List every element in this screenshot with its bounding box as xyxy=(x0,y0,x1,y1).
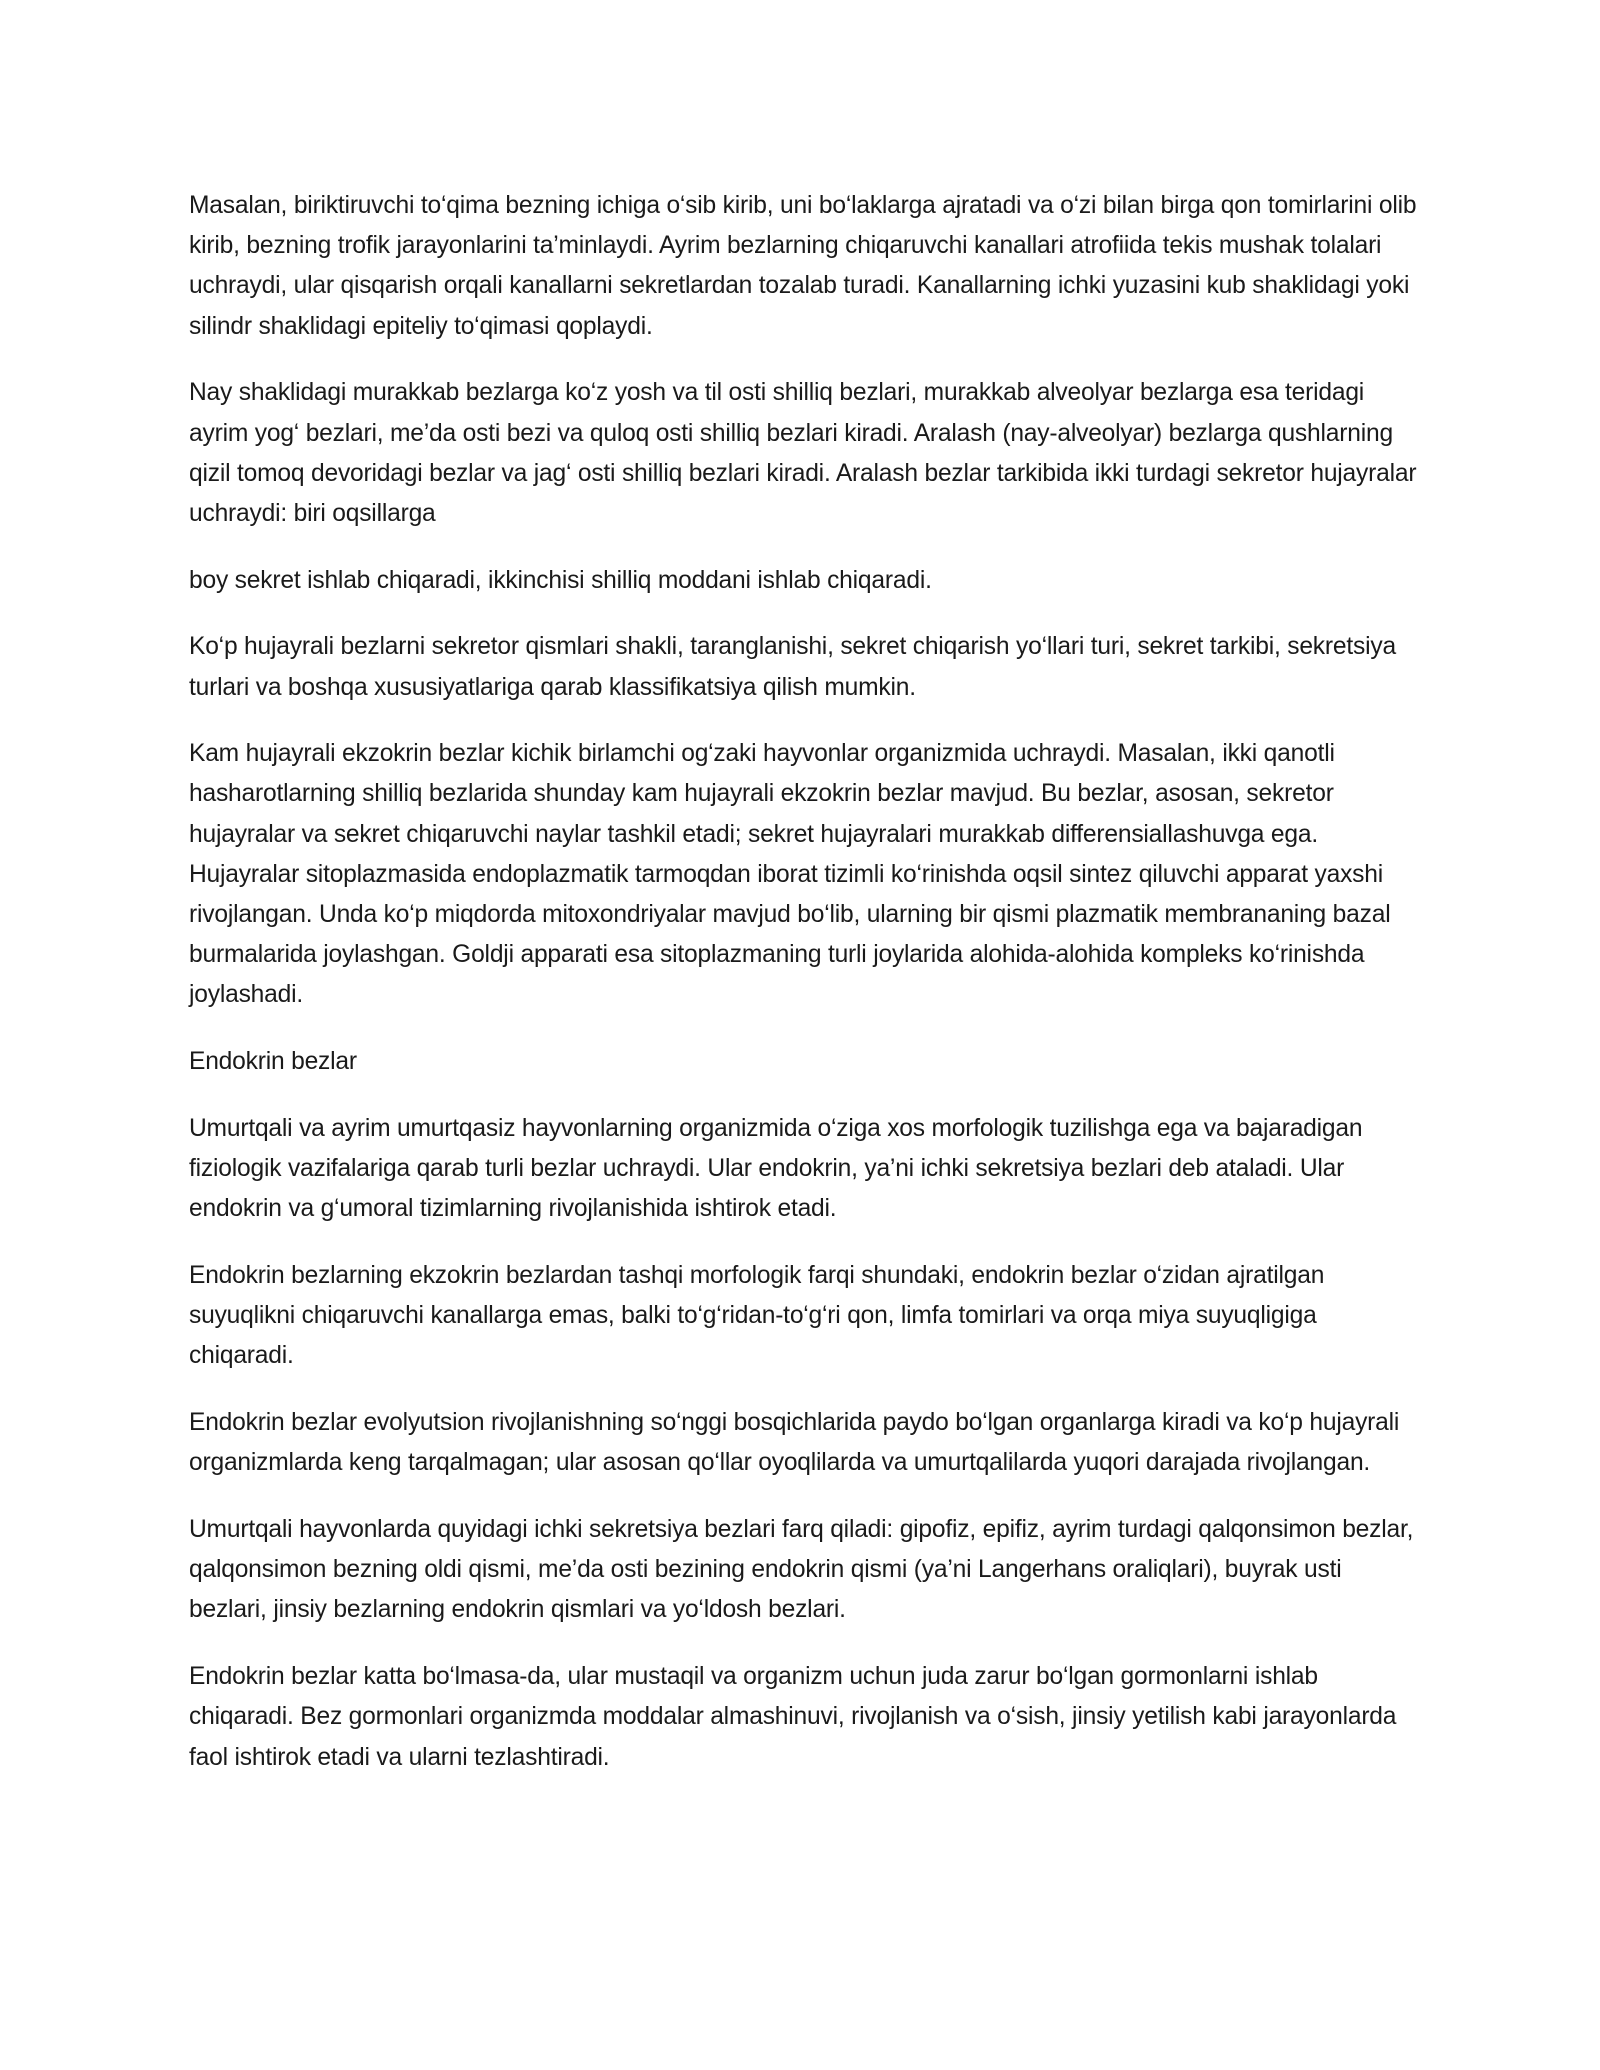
paragraph: Masalan, biriktiruvchi to‘qima bezning ichiga o‘sib kirib, uni bo‘laklarga ajratadi va o‘zi bilan birga qon tomirlarini olib kirib, bezning trofik jarayonlarini ta’minlaydi. Ayrim bezlarning chiqaruvchi kanallari atrofiida tekis mushak tolalari uchraydi, ular qisqarish orqali kanallarni sekretlardan tozalab turadi. Kanallarning ichki yuzasini kub shaklidagi yoki silindr shaklidagi epiteliy to‘qimasi qoplaydi. xyxy=(189,192,1417,340)
paragraph: Kam hujayrali ekzokrin bezlar kichik birlamchi og‘zaki hayvonlar organizmida uchraydi. Masalan, ikki qanotli hasharotlarning shilliq bezlarida shunday kam hujayrali ekzokrin bezlar mavjud. Bu bezlar, asosan, sekretor hujayralar va sekret chiqaruvchi naylar tashkil etadi; sekret hujayralari murakkab differensiallashuvga ega. Hujayralar sitoplazmasida endoplazmatik tarmoqdan iborat tizimli ko‘rinishda oqsil sintez qiluvchi apparat yaxshi rivojlangan. Unda ko‘p miqdorda mitoxondriyalar mavjud bo‘lib, ularning bir qismi plazmatik membrananing bazal burmalarida joylashgan. Goldji apparati esa sitoplazmaning turli joylarida alohida-alohida kompleks ko‘rinishda joylashadi. xyxy=(189,740,1391,1009)
document-body xyxy=(189,186,1419,1804)
paragraph: Endokrin bezlar evolyutsion rivojlanishning so‘nggi bosqichlarida paydo bo‘lgan organlarga kiradi va ko‘p hujayrali organizmlarda keng tarqalmagan; ular asosan qo‘llar oyoqlilarda va umurtqalilarda yuqori darajada rivojlangan. xyxy=(189,1409,1400,1477)
paragraph: Umurtqali hayvonlarda quyidagi ichki sekretsiya bezlari farq qiladi: gipofiz, epifiz, ayrim turdagi qalqonsimon bezlar, qalqonsimon bezning oldi qismi, me’da osti bezining endokrin qismi (ya’ni Langerhans oraliqlari), buyrak usti bezlari, jinsiy bezlarning endokrin qismlari va yo‘ldosh bezlari. xyxy=(189,1515,1414,1624)
section-heading: Endokrin bezlar xyxy=(189,1048,357,1076)
paragraph: Endokrin bezlar katta bo‘lmasa-da, ular mustaqil va organizm uchun juda zarur bo‘lgan gormonlarni ishlab chiqaradi. Bez gormonlari organizmda moddalar almashinuvi, rivojlanish va o‘sish, jinsiy yetilish kabi jarayonlarda faol ishtirok etadi va ularni tezlashtiradi. xyxy=(189,1663,1397,1771)
paragraph: boy sekret ishlab chiqaradi, ikkinchisi shilliq moddani ishlab chiqaradi. xyxy=(189,566,932,594)
paragraph: Umurtqali va ayrim umurtqasiz hayvonlarning organizmida o‘ziga xos morfologik tuzilishga ega va bajaradigan fiziologik vazifalariga qarab turli bezlar uchraydi. Ular endokrin, ya’ni ichki sekretsiya bezlari deb ataladi. Ular endokrin va g‘umoral tizimlarning rivojlanishida ishtirok etadi. xyxy=(189,1114,1363,1223)
paragraph: Nay shaklidagi murakkab bezlarga ko‘z yosh va til osti shilliq bezlari, murakkab alveolyar bezlarga esa teridagi ayrim yog‘ bezlari, me’da osti bezi va quloq osti shilliq bezlari kiradi. Aralash (nay-alveolyar) bezlarga qushlarning qizil tomoq devoridagi bezlar va jag‘ osti shilliq bezlari kiradi. Aralash bezlar tarkibida ikki turdagi sekretor hujayralar uchraydi: biri oqsillarga xyxy=(189,379,1417,527)
paragraph: Endokrin bezlarning ekzokrin bezlardan tashqi morfologik farqi shundaki, endokrin bezlar o‘zidan ajratilgan suyuqlikni chiqaruvchi kanallarga emas, balki to‘g‘ridan-to‘g‘ri qon, limfa tomirlari va orqa miya suyuqligiga chiqaradi. xyxy=(189,1261,1325,1370)
paragraph: Ko‘p hujayrali bezlarni sekretor qismlari shakli, taranglanishi, sekret chiqarish yo‘llari turi, sekret tarkibi, sekretsiya turlari va boshqa xususiyatlariga qarab klassifikatsiya qilish mumkin. xyxy=(189,633,1396,701)
